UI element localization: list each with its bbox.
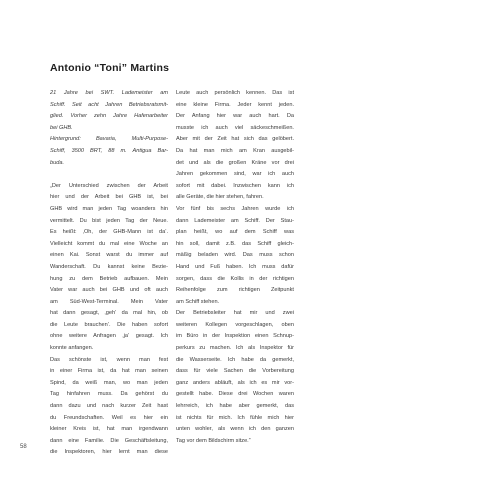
text-line: mäßig beladen wird. Das muss schon — [176, 252, 294, 259]
text-line: Vielleicht kommt du mal eine Woche an — [50, 240, 168, 247]
text-line: hier und der Arbeit bei GHB ist, bei — [50, 194, 168, 201]
text-line: det und als die großen Kräne vor drei — [176, 159, 294, 166]
text-line: Da hat man mich am Kran ausgebil- — [176, 147, 294, 154]
text-line: Tag vor dem Bildschirm sitze.“ — [176, 437, 251, 444]
text-line: Aber mit der Zeit hat sich das gelöbert. — [176, 136, 294, 143]
text-line: sofort mit dabei. Inzwischen kann ich — [176, 182, 294, 189]
text-line: Jahren gekommen sind, war ich auch — [176, 171, 294, 178]
text-line: am Süd-West-Terminal. Mein Vater — [50, 298, 168, 305]
text-line: unten wohler, als wenn ich den ganzen — [176, 426, 294, 433]
text-line: dass für viele Sachen die Vorbereitung — [176, 368, 294, 375]
text-line: glied. Vorher zehn Jahre Hafenarbeiter — [50, 113, 168, 120]
text-line: hung zu dem Betrieb aufbauen. Mein — [50, 275, 168, 282]
text-line: hat dann gesagt, ‚geh‘ da mal hin, ob — [50, 310, 168, 317]
text-line: Reihenfolge zum richtigen Zeitpunkt — [176, 287, 294, 294]
left-text-column — [50, 88, 168, 459]
text-line: Das schönste ist, wenn man fest — [50, 356, 168, 363]
text-line: gestellt habe. Diese drei Wochen waren — [176, 391, 294, 398]
text-line: im Büro in der Inspektion einen Schnup- — [176, 333, 294, 340]
text-line: die Inspektoren, hier lernt man diese — [50, 449, 168, 456]
text-line: Hintergrund: Bavaria, Multi-Purpose- — [50, 136, 168, 143]
text-line: die Leute brauchen‘. Die haben sofort — [50, 321, 168, 328]
page-number: 58 — [20, 444, 27, 450]
text-line: Es heißt: ‚Oh, der GHB-Mann ist da‘. — [50, 229, 168, 236]
paragraph-gap — [50, 169, 168, 181]
text-line: plan heißt, wo auf dem Schiff was — [176, 229, 294, 236]
right-text-column — [176, 88, 294, 447]
text-line: am Schiff stehen. — [176, 298, 220, 305]
text-line: musste ich auch viel säckeschmeißen. — [176, 124, 294, 131]
text-line: sorgen, dass die Kollis in der richtigen — [176, 275, 294, 282]
text-line: Schiff, 3500 BRT, 88 m. Antigua Bar- — [50, 147, 168, 154]
text-line: in einer Firma ist, da hat man seinen — [50, 368, 168, 375]
text-line: ganz anders abläuft, als ich es mir vor- — [176, 379, 294, 386]
text-line: lehrreich, ich habe aber gemerkt, das — [176, 403, 294, 410]
text-line: weiteren Kollegen vorgeschlagen, oben — [176, 321, 294, 328]
text-line: Vater war auch bei GHB und oft auch — [50, 287, 168, 294]
text-line: Spind, da weiß man, wo man jeden — [50, 379, 168, 386]
text-line: alle Geräte, die hier stehen, fahren. — [176, 194, 264, 201]
text-line: dann dazu und nach kurzer Zeit hast — [50, 403, 168, 410]
text-line: einen Kai. Sonst warst du immer auf — [50, 252, 168, 259]
text-line: Vor fünf bis sechs Jahren wurde ich — [176, 205, 294, 212]
text-line: ohne weitere Anfragen ‚ja‘ gesagt. Ich — [50, 333, 168, 340]
text-line: dann Lademeister am Schiff. Der Stau- — [176, 217, 294, 224]
text-line: Wanderschaft. Du kannst keine Bezie- — [50, 263, 168, 270]
text-line: dann eine Familie. Die Geschäftsleitung, — [50, 437, 168, 444]
text-line: perkurs zu machen. Ich als Inspektor für — [176, 345, 294, 352]
text-line: kleiner Kreis ist, hat man irgendwann — [50, 426, 168, 433]
text-line: 21 Jahre bei SWT. Lademeister am — [50, 90, 168, 96]
text-line: vermittelt. Du bist jeden Tag der Neue. — [50, 217, 168, 224]
text-line: buda. — [50, 159, 64, 166]
text-line: GHB wird man jeden Tag woanders hin — [50, 205, 168, 212]
text-line: du Freundschaften. Weil es hier ein — [50, 414, 168, 421]
text-line: Schiff. Seit acht Jahren Betriebsratsmit- — [50, 101, 168, 108]
text-line: Hand und Fuß haben. Ich muss dafür — [176, 263, 294, 270]
text-line: Tag hinfahren muss. Da gehörst du — [50, 391, 168, 398]
article-title: Antonio “Toni” Martins — [50, 62, 170, 74]
text-line: hin soll, damit z.B. das Schiff gleich- — [176, 240, 294, 247]
text-line: konnte anfangen. — [50, 345, 94, 352]
text-line: eine kleine Firma. Jeder kennt jeden. — [176, 101, 294, 108]
text-line: Leute auch persönlich kennen. Das ist — [176, 90, 294, 96]
text-line: Der Betriebsleiter hat mir und zwei — [176, 310, 294, 317]
text-line: ist nichts für mich. Ich fühle mich hier — [176, 414, 294, 421]
text-line: „Der Unterschied zwischen der Arbeit — [50, 182, 168, 189]
text-line: bei GHB. — [50, 124, 73, 131]
text-line: Der Anfang hier war auch hart. Da — [176, 113, 294, 120]
text-line: die Wasserseite. Ich habe da gemerkt, — [176, 356, 294, 363]
